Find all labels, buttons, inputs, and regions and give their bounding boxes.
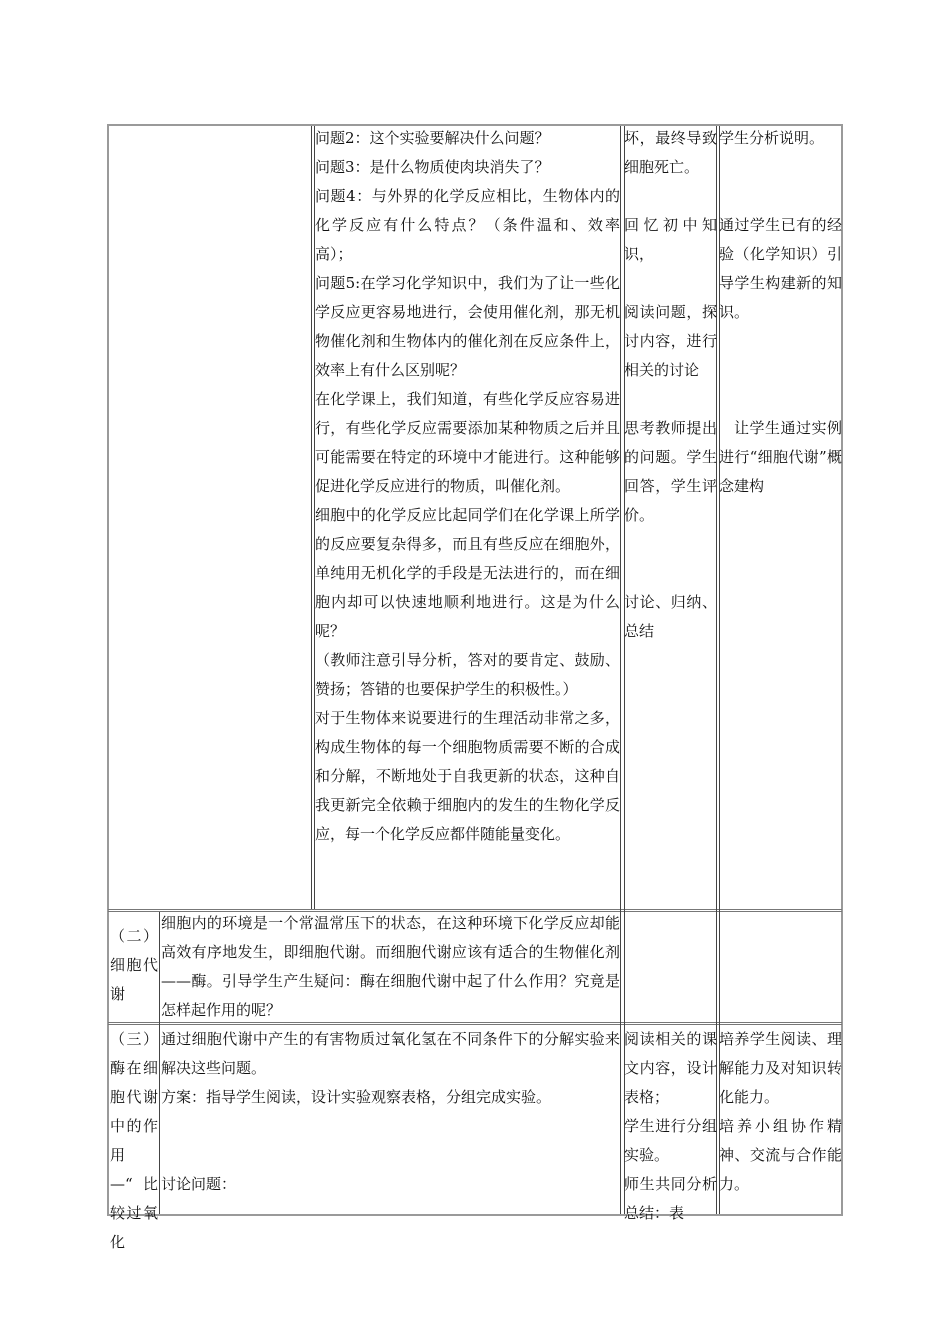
student-activity-text: 回忆初中知识， — [624, 216, 717, 263]
content-paragraph: 通过细胞代谢中产生的有害物质过氧化氢在不同条件下的分解实验来解决这些问题。 — [161, 1030, 620, 1077]
content-line: 问题2：这个实验要解决什么问题？ — [315, 129, 550, 147]
column-divider — [620, 126, 621, 1214]
student-activity-text: 思考教师提出的问题。学生回答，学生评价。 — [624, 419, 717, 524]
content-paragraph: 细胞内的环境是一个常温常压下的状态，在这种环境下化学反应却能高效有序地发生，即细胞代谢。而细胞代谢应该有适合的生物催化剂——酶。引导学生产生疑问：酶在细胞代谢中起了什么作用？究竟是怎样起作用的呢？ — [161, 914, 620, 1019]
teaching-content-cell — [315, 124, 620, 904]
content-paragraph: 对于生物体来说要进行的生理活动非常之多，构成生物体的每一个细胞物质需要不断的合成和分解，不断地处于自我更新的状态，这种自我更新完全依赖于细胞内的发生的生物化学反应，每一个化学反应都伴随能量变化。 — [315, 709, 620, 843]
teaching-content-cell — [161, 909, 620, 1019]
design-intent-cell — [719, 1025, 842, 1214]
design-intent-text: 培养小组协作精神、交流与合作能力。 — [719, 1117, 842, 1193]
content-paragraph: （教师注意引导分析，答对的要肯定、鼓励、赞扬；答错的也要保护学生的积极性。） — [315, 651, 620, 698]
student-activity-text: 师生共同分析总结：表 — [624, 1175, 717, 1222]
student-activity-text: 坏，最终导致细胞死亡。 — [624, 129, 717, 176]
design-intent-text: 让学生通过实例进行“细胞代谢”概念建构 — [719, 419, 842, 495]
content-paragraph: 细胞中的化学反应比起同学们在化学课上所学的反应要复杂得多，而且有些反应在细胞外，单纯用无机化学的手段是无法进行的，而在细胞内却可以快速地顺利地进行。这是为什么呢？ — [315, 506, 620, 640]
design-intent-text: 通过学生已有的经验（化学知识）引导学生构建新的知识。 — [719, 216, 842, 321]
column-divider — [311, 126, 312, 909]
content-paragraph: 在化学课上，我们知道，有些化学反应容易进行，有些化学反应需要添加某种物质之后并且可能需要在特定的环境中才能进行。这种能够促进化学反应进行的物质，叫催化剂。 — [315, 390, 620, 495]
column-divider — [159, 912, 160, 1214]
student-activity-cell — [624, 1025, 717, 1222]
design-intent-cell — [719, 124, 842, 904]
section-label: （三）酶在细胞代谢中的作用 —“比较过氧化 — [110, 1030, 158, 1251]
teaching-content-cell — [161, 1025, 620, 1214]
student-activity-text: 阅读问题，探讨内容，进行相关的讨论 — [624, 303, 717, 379]
design-intent-text: 培养学生阅读、理解能力及对知识转化能力。 — [719, 1030, 842, 1106]
student-activity-text: 学生进行分组实验。 — [624, 1117, 717, 1164]
content-paragraph: 问题4：与外界的化学反应相比，生物体内的化学反应有什么特点？（条件温和、效率高）； — [315, 187, 620, 263]
content-line: 讨论问题： — [161, 1175, 237, 1193]
content-line: 问题3：是什么物质使肉块消失了？ — [315, 158, 550, 176]
section-label: （二）细胞代谢 — [110, 927, 158, 1003]
content-paragraph: 问题5:在学习化学知识中，我们为了让一些化学反应更容易地进行，会使用催化剂，那无机物催化剂和生物体内的催化剂在反应条件上，效率上有什么区别呢？ — [315, 274, 620, 379]
student-activity-cell — [624, 124, 717, 904]
design-intent-text: 学生分析说明。 — [719, 129, 825, 147]
content-line: 方案：指导学生阅读，设计实验观察表格，分组完成实验。 — [161, 1088, 552, 1106]
student-activity-text: 讨论、归纳、总结 — [624, 593, 717, 640]
student-activity-text: 阅读相关的课文内容，设计表格； — [624, 1030, 717, 1106]
